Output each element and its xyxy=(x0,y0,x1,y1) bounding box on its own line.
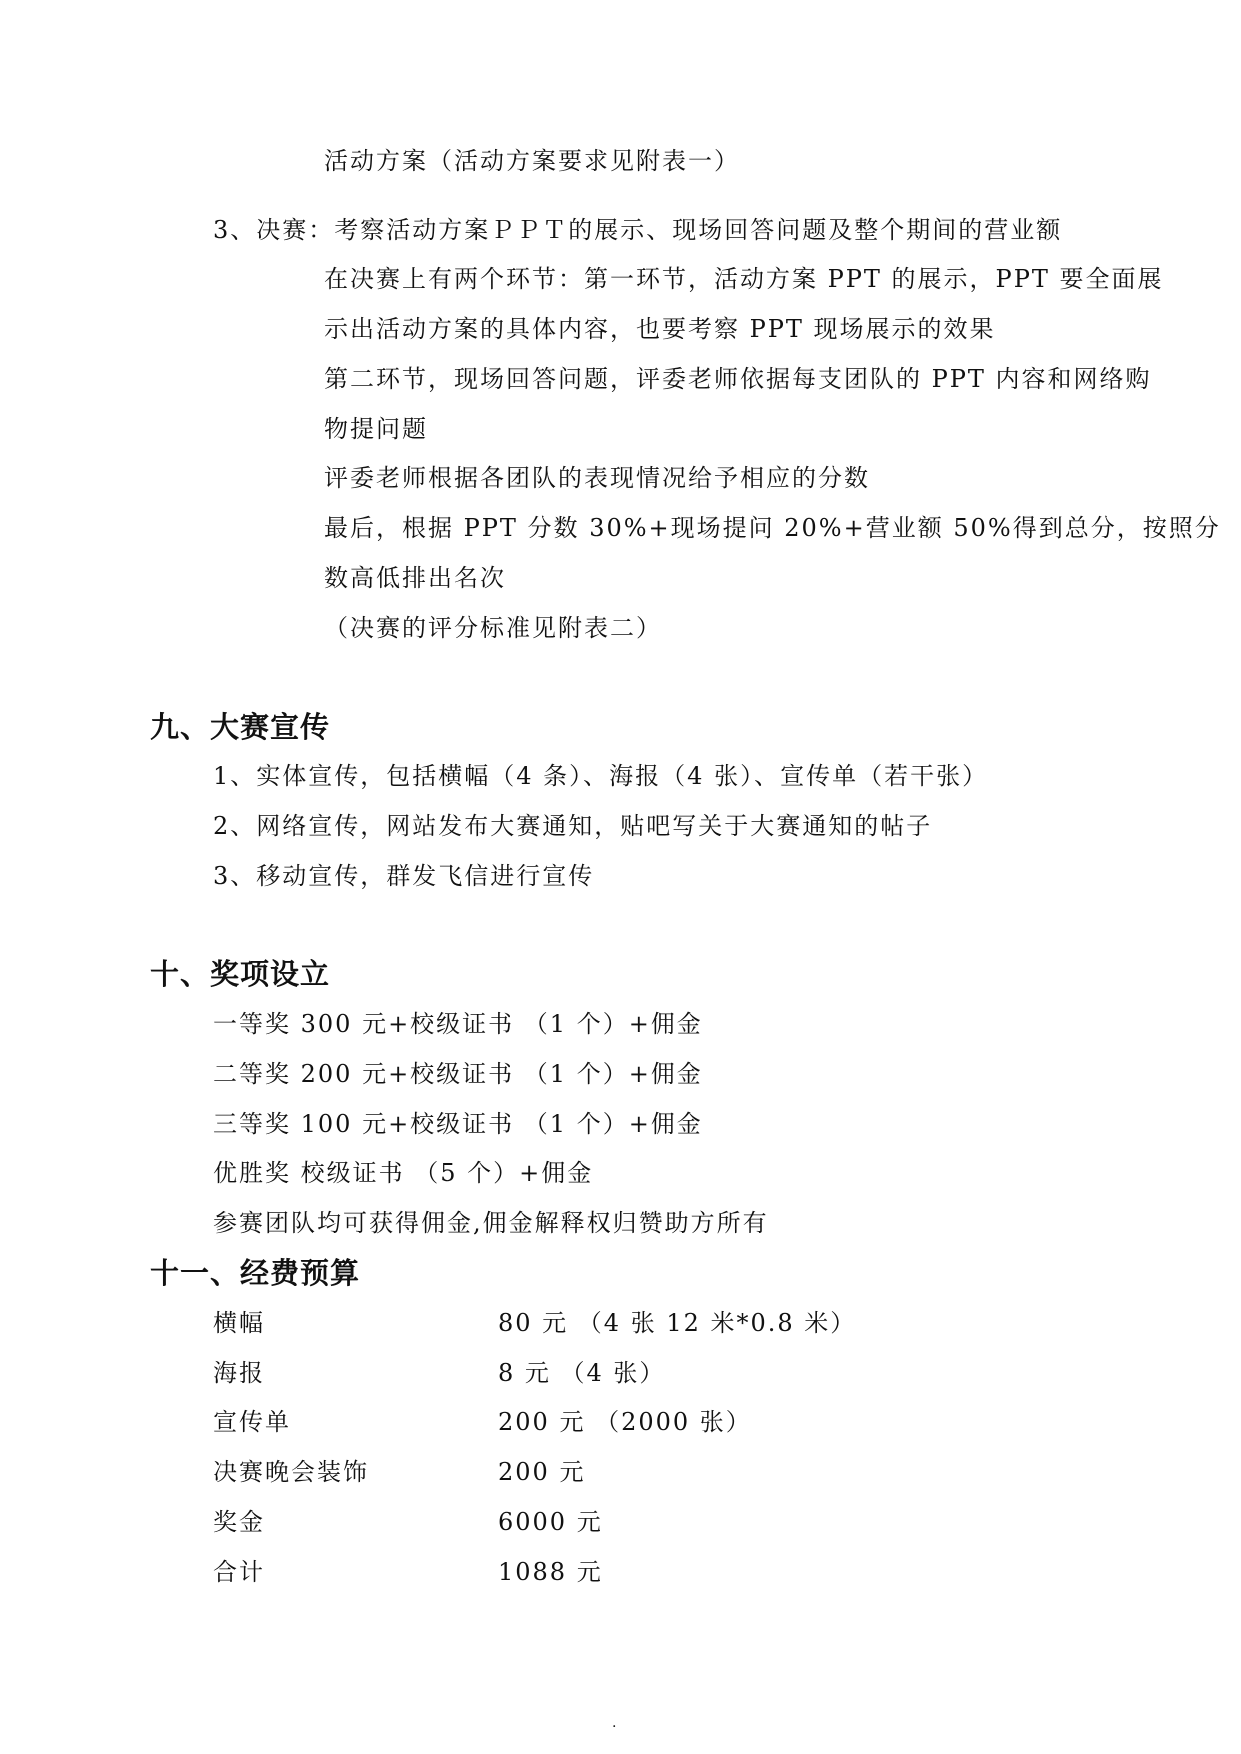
budget-item-amount: 200 元 （2000 张） xyxy=(498,1408,752,1436)
budget-row xyxy=(0,1507,1241,1537)
final-round-text-2: 示出活动方案的具体内容，也要考察 PPT 现场展示的效果 xyxy=(324,315,996,343)
budget-item-amount: 8 元 （4 张） xyxy=(498,1359,666,1387)
award-item: 一等奖 300 元+校级证书 （1 个）+佣金 xyxy=(213,1010,703,1038)
award-item: 优胜奖 校级证书 （5 个）+佣金 xyxy=(213,1159,594,1187)
final-round-text-5: 评委老师根据各团队的表现情况给予相应的分数 xyxy=(324,464,870,492)
page-footer-mark: . xyxy=(612,1715,617,1731)
budget-row xyxy=(0,1358,1241,1388)
final-round-text-1: 在决赛上有两个环节：第一环节，活动方案 PPT 的展示，PPT 要全面展 xyxy=(324,265,1164,293)
award-item: 三等奖 100 元+校级证书 （1 个）+佣金 xyxy=(213,1110,703,1138)
final-round-text-3: 第二环节，现场回答问题，评委老师依据每支团队的 PPT 内容和网络购 xyxy=(324,365,1152,393)
budget-item-amount: 80 元 （4 张 12 米*0.8 米） xyxy=(498,1309,857,1337)
promotion-item: 2、网络宣传，网站发布大赛通知，贴吧写关于大赛通知的帖子 xyxy=(213,812,933,840)
award-item: 二等奖 200 元+校级证书 （1 个）+佣金 xyxy=(213,1060,703,1088)
budget-row xyxy=(0,1457,1241,1487)
budget-row xyxy=(0,1308,1241,1338)
budget-item-name: 合计 xyxy=(213,1558,265,1586)
budget-item-name: 横幅 xyxy=(213,1309,265,1337)
award-note: 参赛团队均可获得佣金,佣金解释权归赞助方所有 xyxy=(213,1209,769,1237)
budget-item-amount: 200 元 xyxy=(498,1458,586,1486)
final-round-item: 3、决赛：考察活动方案ＰＰＴ的展示、现场回答问题及整个期间的营业额 xyxy=(213,216,1063,244)
section-heading-promotion: 九、大赛宣传 xyxy=(150,710,331,744)
section-heading-awards: 十、奖项设立 xyxy=(150,957,331,991)
final-round-text-8: （决赛的评分标准见附表二） xyxy=(324,614,662,642)
budget-row xyxy=(0,1407,1241,1437)
budget-item-name: 海报 xyxy=(213,1359,265,1387)
budget-item-amount: 1088 元 xyxy=(498,1558,603,1586)
budget-item-name: 决赛晚会装饰 xyxy=(213,1458,369,1486)
budget-item-name: 宣传单 xyxy=(213,1408,291,1436)
budget-row xyxy=(0,1557,1241,1587)
promotion-item: 3、移动宣传，群发飞信进行宣传 xyxy=(213,862,595,890)
final-round-text-4: 物提问题 xyxy=(324,415,428,443)
final-round-text-6: 最后，根据 PPT 分数 30%+现场提问 20%+营业额 50%得到总分，按照分 xyxy=(324,514,1221,542)
final-round-text-7: 数高低排出名次 xyxy=(324,564,506,592)
activity-plan-line: 活动方案（活动方案要求见附表一） xyxy=(324,147,740,175)
promotion-item: 1、实体宣传，包括横幅（4 条）、海报（4 张）、宣传单（若干张） xyxy=(213,762,989,790)
budget-item-amount: 6000 元 xyxy=(498,1508,603,1536)
budget-item-name: 奖金 xyxy=(213,1508,265,1536)
section-heading-budget: 十一、经费预算 xyxy=(150,1256,361,1290)
